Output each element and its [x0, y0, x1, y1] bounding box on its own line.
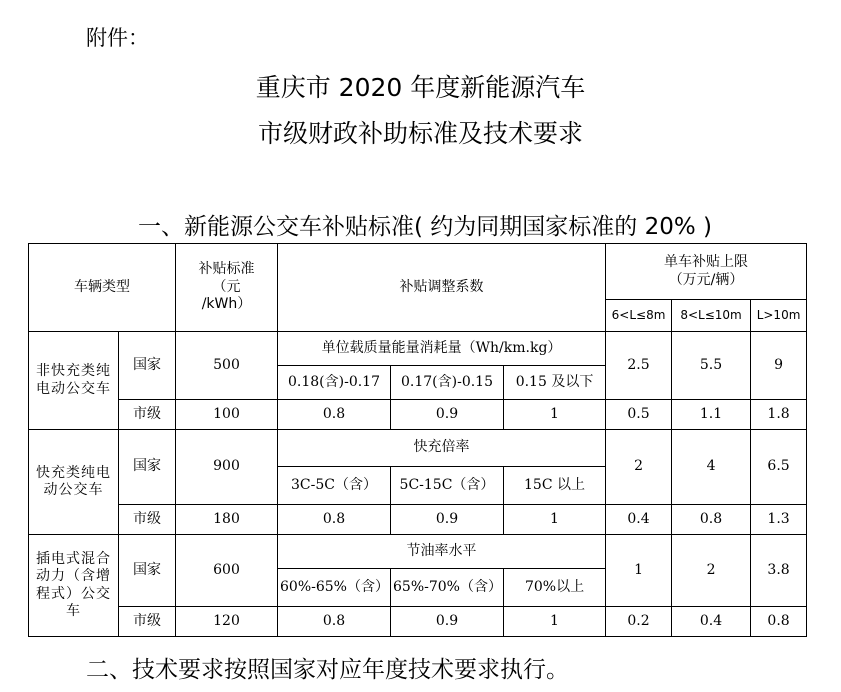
- level-national: 国家: [119, 332, 176, 400]
- subsidy-table: [28, 243, 807, 637]
- coefficient-range: 5C-15C（含）: [391, 467, 504, 505]
- national-standard: 600: [176, 535, 278, 607]
- coefficient-metric: 节油率水平: [278, 535, 606, 569]
- coefficient-range: 0.15 及以下: [504, 366, 606, 400]
- city-coefficient: 0.8: [278, 400, 391, 430]
- header-length-2: 8<L≤10m: [672, 300, 751, 332]
- national-cap: 2.5: [606, 332, 672, 400]
- header-length-1: 6<L≤8m: [606, 300, 672, 332]
- header-vehicle-type: 车辆类型: [29, 244, 176, 332]
- level-national: 国家: [119, 535, 176, 607]
- page-title-line2: 市级财政补助标准及技术要求: [257, 119, 583, 148]
- coefficient-range: 15C 以上: [504, 467, 606, 505]
- city-cap: 0.4: [672, 607, 751, 637]
- city-cap: 0.5: [606, 400, 672, 430]
- national-cap: 1: [606, 535, 672, 607]
- coefficient-range: 60%-65%（含）: [278, 569, 391, 607]
- city-coefficient: 0.8: [278, 607, 391, 637]
- city-cap: 0.8: [672, 505, 751, 535]
- header-length-3: L>10m: [751, 300, 807, 332]
- national-cap: 5.5: [672, 332, 751, 400]
- attachment-label: 附件：: [86, 26, 149, 50]
- city-coefficient: 0.9: [391, 505, 504, 535]
- city-cap: 0.2: [606, 607, 672, 637]
- city-coefficient: 1: [504, 505, 606, 535]
- coefficient-range: 3C-5C（含）: [278, 467, 391, 505]
- city-coefficient: 1: [504, 607, 606, 637]
- city-cap: 0.4: [606, 505, 672, 535]
- national-cap: 4: [672, 430, 751, 505]
- coefficient-range: 0.17(含)-0.15: [391, 366, 504, 400]
- level-city: 市级: [119, 505, 176, 535]
- city-standard: 180: [176, 505, 278, 535]
- header-cap: 单车补贴上限 （万元/辆）: [606, 244, 807, 300]
- vehicle-type-cell: 快充类纯电动公交车: [29, 430, 119, 535]
- section1-heading: 一、新能源公交车补贴标准( 约为同期国家标准的 20% ): [138, 214, 713, 240]
- city-cap: 1.3: [751, 505, 807, 535]
- coefficient-metric: 单位载质量能量消耗量（Wh/km.kg）: [278, 332, 606, 366]
- national-cap: 6.5: [751, 430, 807, 505]
- national-standard: 900: [176, 430, 278, 505]
- header-adjustment-coefficient: 补贴调整系数: [278, 244, 606, 332]
- national-cap: 2: [606, 430, 672, 505]
- coefficient-range: 65%-70%（含）: [391, 569, 504, 607]
- national-cap: 2: [672, 535, 751, 607]
- city-coefficient: 0.9: [391, 607, 504, 637]
- vehicle-type-cell: 插电式混合动力（含增程式）公交车: [29, 535, 119, 637]
- national-standard: 500: [176, 332, 278, 400]
- city-standard: 100: [176, 400, 278, 430]
- national-cap: 3.8: [751, 535, 807, 607]
- city-cap: 1.1: [672, 400, 751, 430]
- national-cap: 9: [751, 332, 807, 400]
- city-coefficient: 0.8: [278, 505, 391, 535]
- city-standard: 120: [176, 607, 278, 637]
- coefficient-range: 0.18(含)-0.17: [278, 366, 391, 400]
- level-city: 市级: [119, 400, 176, 430]
- section2-heading: 二、技术要求按照国家对应年度技术要求执行。: [86, 657, 569, 683]
- city-coefficient: 1: [504, 400, 606, 430]
- coefficient-metric: 快充倍率: [278, 430, 606, 467]
- level-national: 国家: [119, 430, 176, 505]
- vehicle-type-cell: 非快充类纯电动公交车: [29, 332, 119, 430]
- page-title-line1: 重庆市 2020 年度新能源汽车: [255, 73, 586, 102]
- city-coefficient: 0.9: [391, 400, 504, 430]
- city-cap: 1.8: [751, 400, 807, 430]
- city-cap: 0.8: [751, 607, 807, 637]
- header-subsidy-standard: 补贴标准 （元 /kWh）: [176, 244, 278, 332]
- coefficient-range: 70%以上: [504, 569, 606, 607]
- level-city: 市级: [119, 607, 176, 637]
